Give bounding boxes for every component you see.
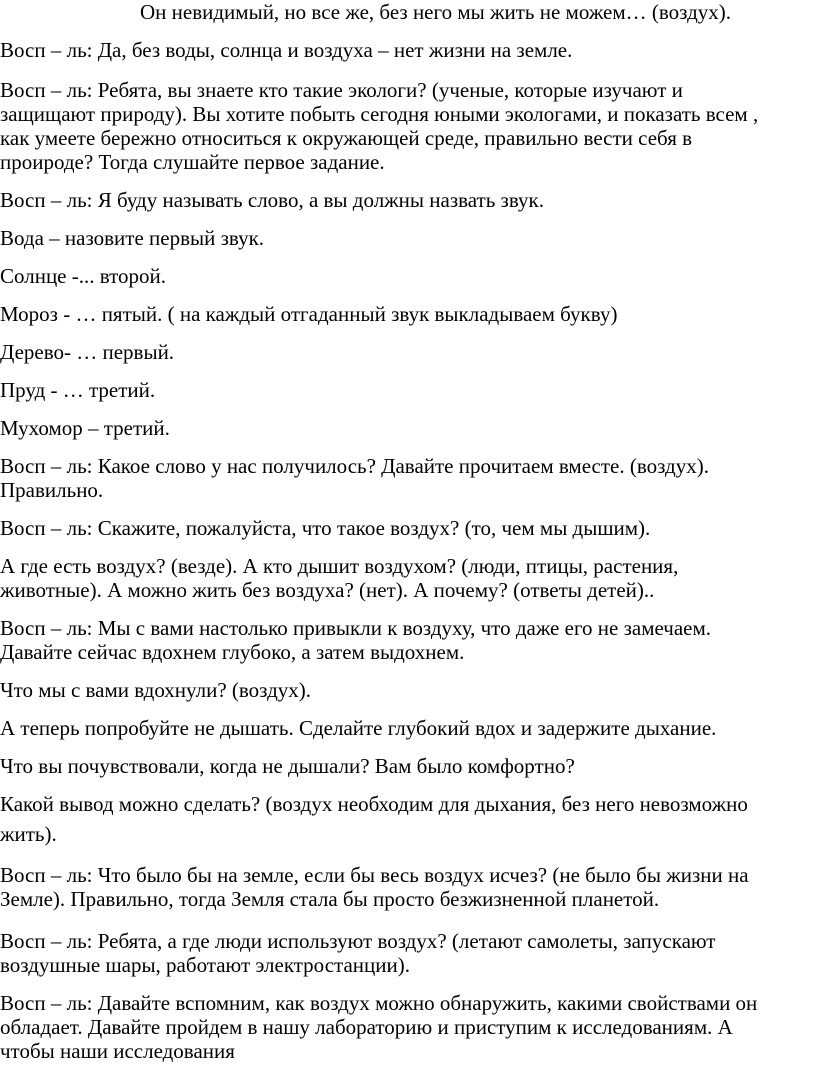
text-line: Восп – ль: Скажите, пожалуйста, что такое воздух? (то, чем мы дышим). — [0, 516, 651, 540]
text-line: Восп – ль: Да, без воды, солнца и воздуха – нет жизни на земле. — [0, 38, 573, 62]
text-line: Восп – ль: Я буду называть слово, а вы должны назвать звук. — [0, 188, 545, 212]
text-line: проироде? Тогда слушайте первое задание. — [0, 150, 385, 174]
paragraph — [0, 302, 617, 326]
text-line: Мороз - … пятый. ( на каждый отгаданный звук выкладываем букву) — [0, 302, 618, 326]
text-line: Он невидимый, но все же, без него мы жить не можем… (воздух). — [140, 0, 732, 24]
text-line: Восп – ль: Какое слово у нас получилось? Давайте прочитаем вместе. (воздух). — [0, 454, 709, 478]
paragraph — [0, 863, 749, 911]
text-line: Восп – ль: Ребята, а где люди используют воздух? (летают самолеты, запускают — [0, 929, 716, 953]
text-line: обладает. Давайте пройдем в нашу лабораторию и приступим к исследованиям. А — [0, 1015, 733, 1039]
text-line: жить). — [0, 822, 57, 846]
text-line: А теперь попробуйте не дышать. Сделайте глубокий вдох и задержите дыхание. — [0, 716, 717, 740]
text-line: защищают природу). Вы хотите побыть сегодня юными экологами, и показать всем , — [0, 102, 759, 126]
paragraph — [0, 38, 572, 62]
document-title — [140, 0, 731, 24]
text-line: Правильно. — [0, 478, 104, 502]
paragraph — [0, 678, 311, 702]
text-line: Восп – ль: Что было бы на земле, если бы весь воздух исчез? (не было бы жизни на — [0, 863, 749, 887]
text-line: Что мы с вами вдохнули? (воздух). — [0, 678, 312, 702]
text-line: животные). А можно жить без воздуха? (нет). А почему? (ответы детей).. — [0, 578, 655, 602]
text-line: Восп – ль: Ребята, вы знаете кто такие экологи? (ученые, которые изучают и — [0, 78, 683, 102]
text-line: Земле). Правильно, тогда Земля стала бы просто безжизненной планетой. — [0, 887, 660, 911]
paragraph — [0, 78, 758, 174]
paragraph — [0, 454, 709, 502]
paragraph — [0, 792, 748, 852]
paragraph — [0, 716, 716, 740]
paragraph — [0, 340, 174, 364]
text-line: Восп – ль: Мы с вами настолько привыкли к воздуху, что даже его не замечаем. — [0, 616, 712, 640]
text-line: Дерево- … первый. — [0, 340, 175, 364]
paragraph — [0, 554, 678, 602]
paragraph — [0, 616, 711, 664]
paragraph — [0, 416, 170, 440]
text-line: Давайте сейчас вдохнем глубоко, а затем выдохнем. — [0, 640, 465, 664]
text-line: Мухомор – третий. — [0, 416, 170, 440]
text-line: Что вы почувствовали, когда не дышали? Вам было комфортно? — [0, 754, 575, 778]
text-line: чтобы наши исследования — [0, 1039, 235, 1063]
paragraph — [0, 264, 166, 288]
paragraph — [0, 188, 544, 212]
text-line: как умеете бережно относиться к окружающей среде, правильно вести себя в — [0, 126, 693, 150]
text-line: Восп – ль: Давайте вспомним, как воздух можно обнаружить, какими свойствами он — [0, 991, 758, 1015]
paragraph — [0, 929, 716, 977]
text-line: Солнце -... второй. — [0, 264, 167, 288]
text-line: Вода – назовите первый звук. — [0, 226, 265, 250]
paragraph — [0, 516, 650, 540]
paragraph — [0, 226, 264, 250]
text-line: Пруд - … третий. — [0, 378, 156, 402]
paragraph — [0, 378, 155, 402]
paragraph — [0, 754, 575, 778]
text-line: воздушные шары, работают электростанции). — [0, 953, 410, 977]
paragraph — [0, 991, 757, 1063]
text-line: А где есть воздух? (везде). А кто дышит воздухом? (люди, птицы, растения, — [0, 554, 679, 578]
text-line: Какой вывод можно сделать? (воздух необходим для дыхания, без него невозможно — [0, 792, 748, 816]
